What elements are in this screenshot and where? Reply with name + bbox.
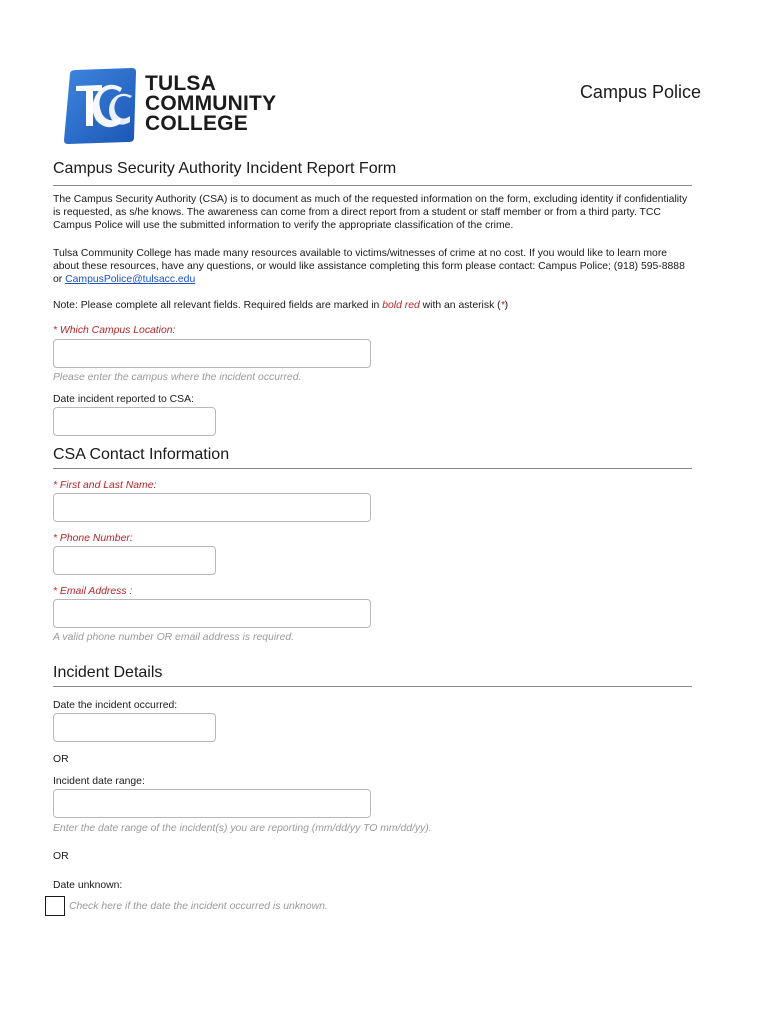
required-note	[53, 299, 693, 312]
divider	[53, 185, 692, 186]
name-input[interactable]	[53, 493, 371, 522]
resources-text: Tulsa Community College has made many resources available to victims/witnesses of crime at no cost. If you would like to learn more about these resources, have any questions, or would like assistance completing this form please contact: Campus Police; (918) 595-8888 or	[53, 248, 685, 286]
date-range-hint: Enter the date range of the incident(s) you are reporting (mm/dd/yy TO mm/dd/yy).	[53, 823, 432, 834]
date-range-input[interactable]	[53, 789, 371, 818]
date-reported-label: Date incident reported to CSA:	[53, 394, 194, 405]
tcc-logo	[62, 68, 277, 146]
note-asterisk: *	[500, 300, 505, 311]
phone-label: * Phone Number:	[53, 533, 133, 544]
date-occurred-label: Date the incident occurred:	[53, 700, 178, 711]
tcc-logo-mark	[62, 68, 136, 144]
date-unknown-checkbox-label: Check here if the date the incident occurred is unknown.	[69, 901, 328, 912]
campus-hint: Please enter the campus where the incident occurred.	[53, 372, 302, 383]
logo-line-1: TULSA	[145, 72, 216, 95]
contact-email-link[interactable]: CampusPolice@tulsacc.edu	[65, 274, 196, 286]
note-text: Note: Please complete all relevant fields. Required fields are marked in	[53, 300, 383, 311]
logo-line-2: COMMUNITY	[145, 92, 277, 115]
department-title: Campus Police	[579, 82, 701, 102]
resources-paragraph	[53, 247, 693, 287]
campus-label: * Which Campus Location:	[53, 325, 176, 336]
note-bold-red: bold red	[382, 300, 420, 311]
contact-hint: A valid phone number OR email address is required.	[53, 632, 295, 643]
form-title: Campus Security Authority Incident Report Form	[53, 160, 397, 177]
email-input[interactable]	[53, 599, 371, 628]
or-separator-2: OR	[53, 851, 69, 862]
intro-paragraph: The Campus Security Authority (CSA) is to document as much of the requested information on the form, excluding identity if confidentiality is requested, as s/he knows. The awareness can come from a direct report from a student or staff member or from a third party. TCC Campus Police will use the submitted information to verify the appropriate classification of the crime.	[53, 194, 688, 232]
divider	[53, 468, 692, 469]
date-occurred-input[interactable]	[53, 713, 216, 742]
date-range-label: Incident date range:	[53, 776, 145, 787]
campus-input[interactable]	[53, 339, 371, 368]
date-reported-input[interactable]	[53, 407, 216, 436]
date-unknown-label: Date unknown:	[53, 880, 123, 891]
name-label: * First and Last Name:	[53, 480, 157, 491]
logo-line-3: COLLEGE	[145, 112, 248, 135]
date-unknown-checkbox[interactable]	[45, 896, 65, 916]
note-text-2: with an asterisk (	[419, 300, 501, 311]
email-label: * Email Address :	[53, 586, 133, 597]
contact-section-title: CSA Contact Information	[53, 446, 230, 463]
note-text-3: )	[504, 300, 509, 311]
incident-section-title: Incident Details	[53, 664, 163, 681]
divider	[53, 686, 692, 687]
logo-wordmark	[145, 74, 276, 134]
or-separator-1: OR	[53, 754, 69, 765]
phone-input[interactable]	[53, 546, 216, 575]
